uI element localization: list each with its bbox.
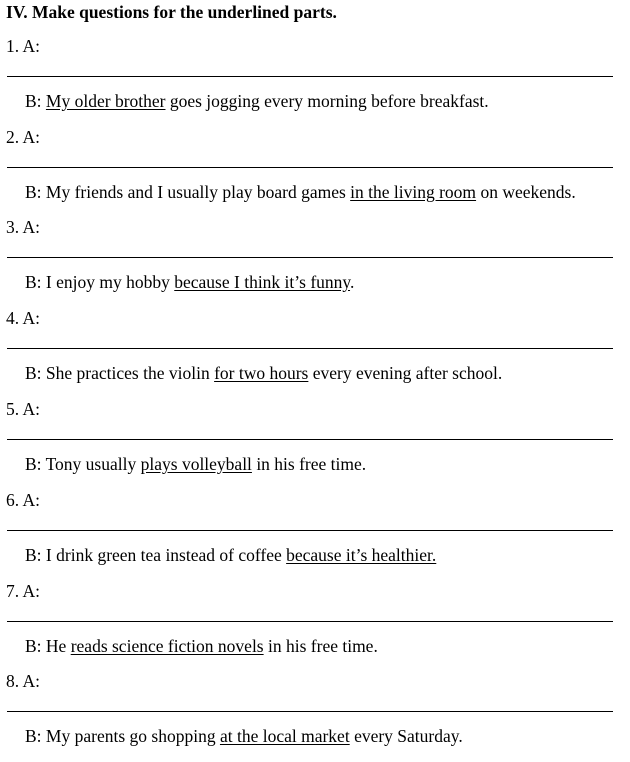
question-a-label: 5. A: <box>6 399 41 419</box>
question-item-4 <box>0 308 630 399</box>
question-a-label: 2. A: <box>6 127 41 147</box>
question-item-2 <box>0 127 630 218</box>
answer-b-sentence <box>25 636 378 657</box>
b-prefix: B: <box>25 545 46 565</box>
b-text-after: every evening after school. <box>308 363 503 383</box>
question-item-1 <box>0 36 630 127</box>
underlined-part: because I think it’s funny <box>174 272 351 292</box>
answer-line[interactable] <box>7 530 613 531</box>
b-text-before: Tony usually <box>45 454 141 474</box>
answer-line[interactable] <box>7 167 613 168</box>
underlined-part: My older brother <box>45 91 166 111</box>
b-text-before: She practices the violin <box>45 363 215 383</box>
b-text-before: I enjoy my hobby <box>45 272 175 292</box>
answer-b-sentence <box>25 182 576 203</box>
question-a-label: 1. A: <box>6 36 41 56</box>
answer-b-sentence <box>25 363 502 384</box>
question-a-label: 3. A: <box>6 217 41 237</box>
b-prefix: B: <box>25 363 46 383</box>
b-text-after: on weekends. <box>476 182 576 202</box>
answer-b-sentence <box>25 726 463 747</box>
underlined-part: reads science fiction novels <box>70 636 264 656</box>
b-prefix: B: <box>25 454 46 474</box>
underlined-part: in the living room <box>350 182 477 202</box>
b-text-after: goes jogging every morning before breakfast. <box>165 91 489 111</box>
underlined-part: at the local market <box>219 726 350 746</box>
answer-b-sentence <box>25 545 436 566</box>
b-text-after: . <box>350 272 355 292</box>
question-item-3 <box>0 217 630 308</box>
b-text-before: I drink green tea instead of coffee <box>45 545 287 565</box>
b-prefix: B: <box>25 726 46 746</box>
answer-b-sentence <box>25 272 354 293</box>
answer-b-sentence <box>25 454 366 475</box>
b-text-before: My parents go shopping <box>45 726 220 746</box>
b-prefix: B: <box>25 272 46 292</box>
underlined-part: plays volleyball <box>140 454 252 474</box>
b-text-before: He <box>45 636 71 656</box>
question-item-5 <box>0 399 630 490</box>
b-text-before: My friends and I usually play board games <box>45 182 351 202</box>
question-a-label: 7. A: <box>6 581 41 601</box>
answer-line[interactable] <box>7 621 613 622</box>
b-prefix: B: <box>25 636 46 656</box>
b-text-after: in his free time. <box>263 636 378 656</box>
question-a-label: 4. A: <box>6 308 41 328</box>
underlined-part: for two hours <box>214 363 309 383</box>
answer-line[interactable] <box>7 257 613 258</box>
b-text-after: in his free time. <box>251 454 367 474</box>
b-text-after: every Saturday. <box>349 726 463 746</box>
question-a-label: 6. A: <box>6 490 41 510</box>
b-prefix: B: <box>25 91 46 111</box>
answer-line[interactable] <box>7 76 613 77</box>
underlined-part: because it’s healthier. <box>286 545 437 565</box>
question-item-8 <box>0 671 630 762</box>
question-item-6 <box>0 490 630 581</box>
answer-b-sentence <box>25 91 489 112</box>
answer-line[interactable] <box>7 348 613 349</box>
exercise-title: IV. Make questions for the underlined parts. <box>6 2 337 22</box>
answer-line[interactable] <box>7 711 613 712</box>
question-a-label: 8. A: <box>6 671 41 691</box>
b-prefix: B: <box>25 182 46 202</box>
answer-line[interactable] <box>7 439 613 440</box>
question-item-7 <box>0 581 630 672</box>
